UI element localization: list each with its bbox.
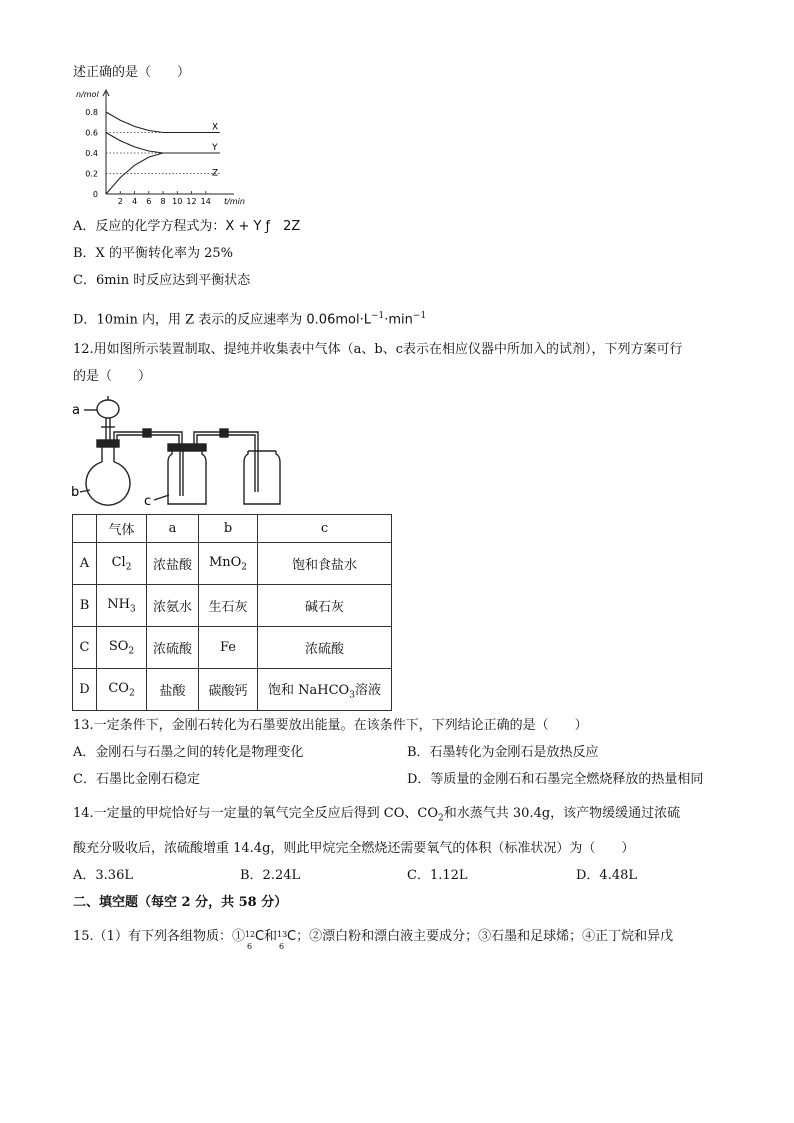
- y-tick-label: 0.6: [85, 128, 98, 138]
- y-tick-label: 0.8: [85, 108, 98, 117]
- q14-option-c[interactable]: C．1.12L: [407, 868, 468, 883]
- table-row: C $SO_2$ 浓硫酸 Fe 浓硫酸: [73, 627, 392, 669]
- apparatus-label-b: b: [71, 485, 80, 500]
- x-tick-label: 10: [172, 197, 183, 206]
- apparatus-label-c: c: [144, 494, 152, 509]
- q12-table: [72, 514, 392, 711]
- x-tick-label: 6: [146, 197, 152, 206]
- q14-option-d[interactable]: D．4.48L: [576, 868, 638, 883]
- q13-stem: 13.一定条件下，金刚石转化为石墨要放出能量。在该条件下，下列结论正确的是（ ）: [73, 718, 588, 733]
- series-label-y: Y: [212, 143, 218, 153]
- table-row: B $NH_3$ 浓氨水 生石灰 碱石灰: [73, 585, 392, 627]
- q11-chart: [60, 84, 260, 210]
- table-header: c: [258, 515, 392, 543]
- table-header: [73, 515, 97, 543]
- x-tick-label: 12: [186, 197, 197, 206]
- y-tick-label: 0.4: [85, 149, 98, 158]
- x-tick-label: 4: [131, 197, 138, 206]
- q11-option-c[interactable]: C．6min 时反应达到平衡状态: [73, 273, 251, 288]
- collecting-bottle: [244, 451, 280, 504]
- table-header-row: [73, 515, 392, 543]
- x-axis-label: t/min: [224, 197, 245, 206]
- q13-option-c[interactable]: C．石墨比金刚石稳定: [73, 772, 200, 787]
- q14-stem-line1: 14.一定量的甲烷恰好与一定量的氧气完全反应后得到 CO、$CO_2$和水蒸气共 30.4g，该产物缓缓通过浓硫: [73, 806, 681, 824]
- q11-option-a[interactable]: A．反应的化学方程式为：X + Y ƒ 2Z: [73, 219, 301, 234]
- series-line-x: [106, 112, 220, 133]
- origin-label: 0: [92, 190, 98, 199]
- table-row: D $CO_2$ 盐酸 碳酸钙 饱和 NaHCO$_3$溶液: [73, 669, 392, 711]
- q13-option-d[interactable]: D．等质量的金刚石和石墨完全燃烧释放的热量相同: [407, 772, 704, 787]
- y-tick-label: 0.2: [85, 169, 98, 179]
- funnel-bulb: [97, 400, 119, 418]
- q11-option-b[interactable]: B．X 的平衡转化率为 25%: [73, 246, 233, 261]
- series-label-x: X: [212, 122, 219, 133]
- q12-stem-line2: 的是（ ）: [73, 369, 152, 384]
- table-header: a: [147, 515, 199, 543]
- series-label-z: Z: [212, 168, 219, 179]
- wash-bottle: [168, 451, 206, 504]
- table-header: b: [199, 515, 258, 543]
- x-tick-label: 2: [117, 197, 123, 206]
- q14-option-a[interactable]: A．3.36L: [73, 868, 133, 883]
- x-tick-label: 14: [200, 197, 211, 206]
- section-title: 二、填空题（每空 2 分，共 58 分）: [73, 895, 288, 910]
- q11-option-d[interactable]: D．10min 内，用 Z 表示的反应速率为 $0.06mol\cdot L^{-1}\cdot\min^{-1}$: [73, 311, 427, 328]
- x-tick-label: 8: [160, 197, 166, 206]
- q14-option-b[interactable]: B．2.24L: [240, 868, 301, 883]
- q15-part1: 15.（1）有下列各组物质：① 12 6 C和 13 6 C；②漂白粉和漂白液主要成分；③石墨和足球烯；④正丁烷和异戊: [73, 929, 674, 951]
- series-line-y: [106, 133, 220, 154]
- q13-option-a[interactable]: A．金刚石与石墨之间的转化是物理变化: [73, 745, 304, 760]
- apparatus-label-a: a: [72, 403, 80, 418]
- q12-apparatus-diagram: [70, 392, 290, 512]
- q11-stem-end: 述正确的是（ ）: [73, 65, 191, 80]
- y-axis-label: n/mol: [76, 90, 99, 99]
- table-row: A $Cl_2$ 浓盐酸 MnO$_2$ 饱和食盐水: [73, 543, 392, 585]
- round-bottom-flask: [86, 462, 130, 505]
- q12-stem-line1: 12.用如图所示装置制取、提纯并收集表中气体（a、b、c表示在相应仪器中所加入的试剂），下列方案可行: [73, 342, 683, 357]
- q13-option-b[interactable]: B．石墨转化为金刚石是放热反应: [407, 745, 599, 760]
- table-header: 气体: [97, 515, 147, 543]
- q14-stem-line2: 酸充分吸收后，浓硫酸增重 14.4g，则此甲烷完全燃烧还需要氧气的体积（标准状况）为（ ）: [73, 841, 635, 856]
